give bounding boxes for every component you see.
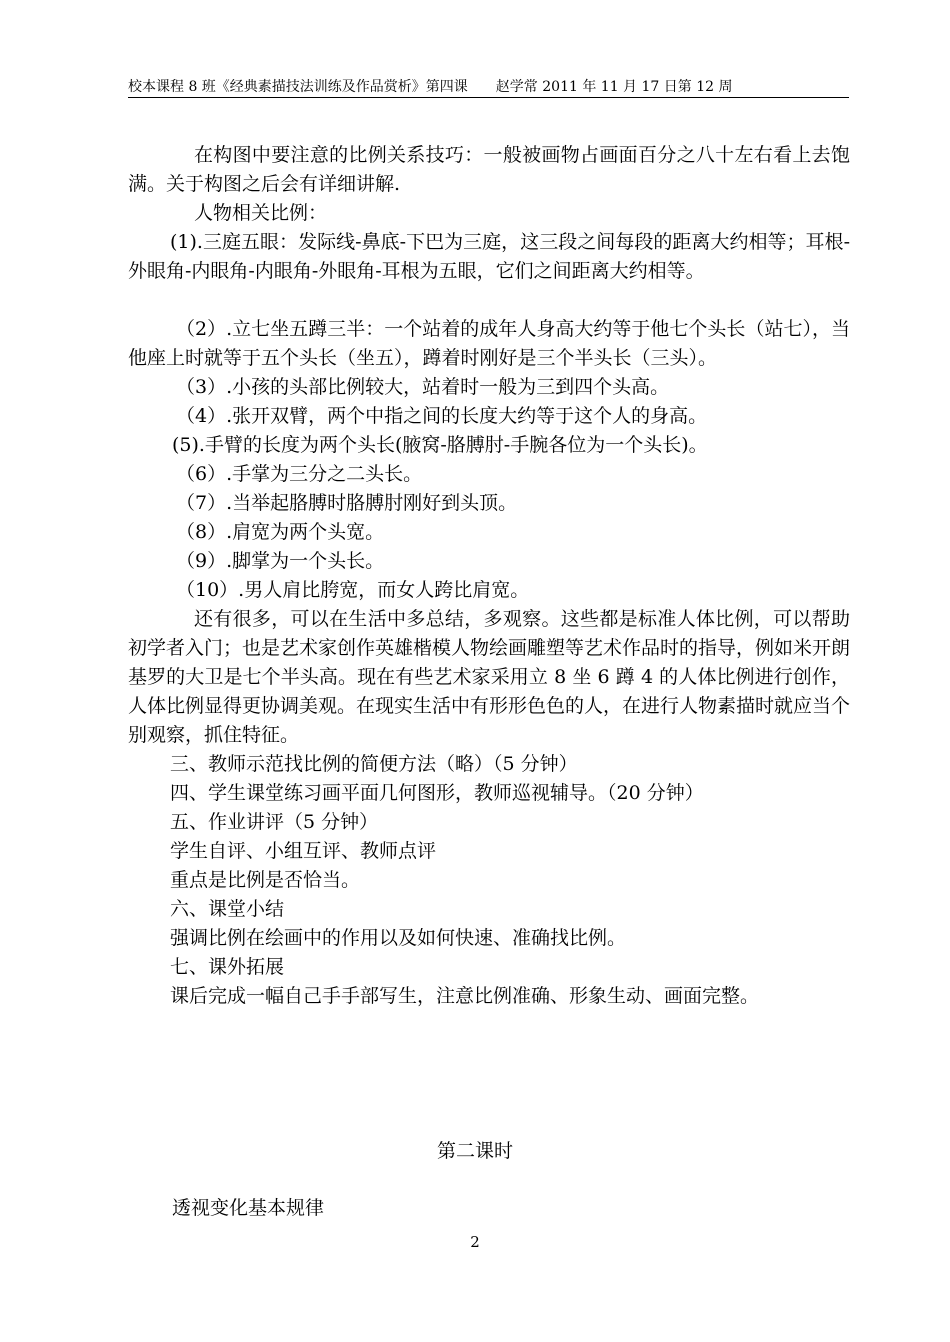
paragraph-proportion-heading: 人物相关比例： — [194, 202, 328, 224]
item-4: （4）.张开双臂，两个中指之间的长度大约等于这个人的身高。 — [176, 405, 708, 427]
header-rule — [128, 97, 849, 98]
section-6: 六、课堂小结 — [170, 898, 285, 920]
item-3: （3）.小孩的头部比例较大，站着时一般为三到四个头高。 — [176, 376, 670, 398]
paragraph-composition: 在构图中要注意的比例关系技巧：一般被画物占画面百分之八十左右看上去饱满。关于构图之后会有详细讲解. — [128, 144, 850, 195]
section-6-detail: 强调比例在绘画中的作用以及如何快速、准确找比例。 — [170, 927, 627, 949]
section-5-detail-b: 重点是比例是否恰当。 — [170, 869, 361, 891]
item-5: (5).手臂的长度为两个头长(腋窝-胳膊肘-手腕各位为一个头长)。 — [172, 434, 708, 456]
section-7: 七、课外拓展 — [170, 956, 285, 978]
item-9: （9）.脚掌为一个头长。 — [176, 550, 385, 572]
item-7: （7）.当举起胳膊时胳膊肘刚好到头顶。 — [176, 492, 518, 514]
paragraph-summary: 还有很多，可以在生活中多总结，多观察。这些都是标准人体比例，可以帮助初学者入门；也是艺术家创作英雄楷模人物绘画雕塑等艺术作品时的指导，例如米开朗基罗的大卫是七个半头高。现在有些艺术家采用立 8 坐 6 蹲 4 的人体比例进行创作，人体比例显得更协调美观。在现实生活中有形形色色的人，在进行人物素描时就应当个别观察，抓住特征。 — [128, 608, 851, 746]
page-header: 校本课程 8 班《经典素描技法训练及作品赏析》第四课 赵学常 2011 年 11 月 17 日第 12 周 — [128, 79, 733, 95]
page-number: 2 — [470, 1233, 480, 1251]
body-text — [128, 141, 850, 1011]
item-2: （2）.立七坐五蹲三半：一个站着的成年人身高大约等于他七个头长（站七），当他座上时就等于五个头长（坐五），蹲着时刚好是三个半头长（三头）。 — [128, 318, 850, 369]
section-7-detail: 课后完成一幅自己手手部写生，注意比例准确、形象生动、画面完整。 — [170, 985, 760, 1007]
item-10: （10）.男人肩比胯宽，而女人跨比肩宽。 — [176, 579, 530, 601]
section-title: 透视变化基本规律 — [172, 1197, 325, 1219]
item-8: （8）.肩宽为两个头宽。 — [176, 521, 385, 543]
section-5: 五、作业讲评（5 分钟） — [170, 811, 379, 833]
item-6: （6）.手掌为三分之二头长。 — [176, 463, 423, 485]
section-4: 四、学生课堂练习画平面几何图形，教师巡视辅导。（20 分钟） — [170, 782, 704, 804]
section-5-detail-a: 学生自评、小组互评、教师点评 — [170, 840, 437, 862]
lesson-title: 第二课时 — [436, 1140, 513, 1162]
item-1: (1).三庭五眼：发际线-鼻底-下巴为三庭，这三段之间每段的距离大约相等；耳根-外眼角-内眼角-内眼角-外眼角-耳根为五眼，它们之间距离大约相等。 — [128, 231, 850, 282]
section-3: 三、教师示范找比例的简便方法（略）（5 分钟） — [170, 753, 578, 775]
